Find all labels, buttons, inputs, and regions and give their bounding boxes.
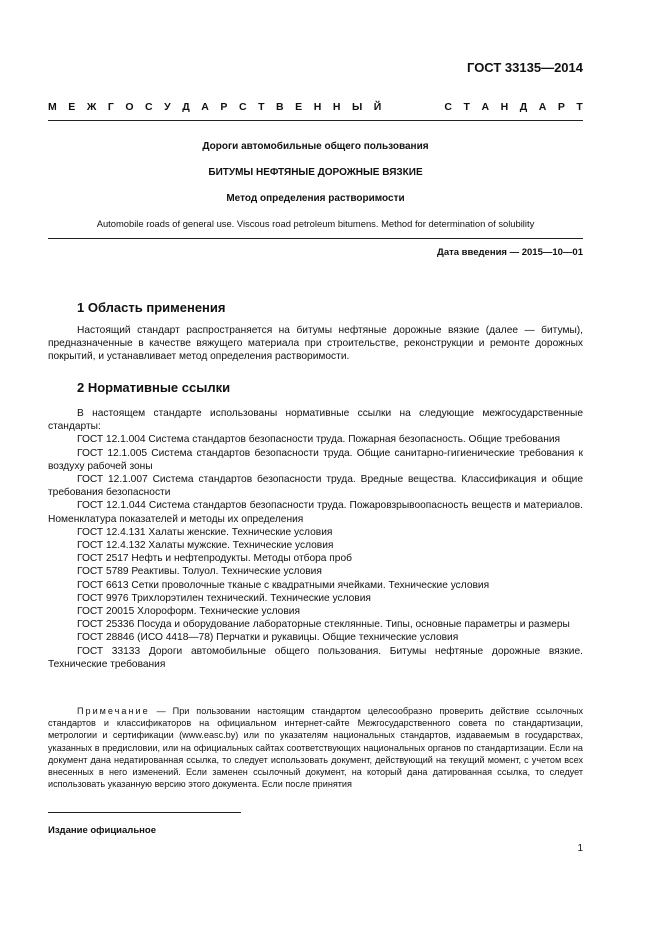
banner-letter: Т bbox=[576, 101, 583, 113]
references-intro: В настоящем стандарте использованы нормативные ссылки на следующие межгосударственные стандарты: bbox=[48, 408, 583, 433]
banner-letter: Г bbox=[107, 101, 114, 113]
banner-letter: Е bbox=[295, 101, 303, 113]
reference-item: ГОСТ 5789 Реактивы. Толуол. Технические условия bbox=[77, 566, 322, 578]
reference-item: ГОСТ 9976 Трихлорэтилен технический. Технические условия bbox=[77, 592, 371, 604]
banner-letter: В bbox=[276, 101, 284, 113]
section-1-text: Настоящий стандарт распространяется на битумы нефтяные дорожные вязкие (далее — битумы), предназначенные в качестве вяжущего материала при строительстве, реконструкции и ремонте дорожных покрытий, и устанавливает метод определения растворимости. bbox=[48, 325, 583, 363]
banner-letter: Й bbox=[373, 101, 382, 113]
reference-item: ГОСТ 28846 (ИСО 4418—78) Перчатки и рукавицы. Общие технические условия bbox=[77, 632, 459, 644]
banner-letter: Н bbox=[332, 101, 341, 113]
banner-letter: О bbox=[125, 101, 134, 113]
reference-item: ГОСТ 12.4.132 Халаты мужские. Технические условия bbox=[77, 540, 334, 552]
edition-label: Издание официальное bbox=[48, 825, 156, 836]
reference-item: ГОСТ 12.1.005 Система стандартов безопасности труда. Общие санитарно-гигиенические требования к воздуху рабочей зоны bbox=[48, 447, 583, 472]
banner-letter: С bbox=[145, 101, 153, 113]
note-paragraph bbox=[48, 705, 583, 790]
introduction-date: Дата введения — 2015—10—01 bbox=[437, 247, 583, 258]
page-number: 1 bbox=[577, 843, 583, 854]
english-title: Automobile roads of general use. Viscous road petroleum bitumens. Method for determination of solubility bbox=[96, 218, 535, 229]
banner-letter: Р bbox=[220, 101, 228, 113]
reference-item: ГОСТ 33133 Дороги автомобильные общего пользования. Битумы нефтяные дорожные вязкие. Технические требования bbox=[48, 645, 583, 670]
banner-letter: Д bbox=[519, 101, 528, 113]
reference-item: ГОСТ 25336 Посуда и оборудование лабораторные стеклянные. Типы, основные параметры и размеры bbox=[77, 619, 570, 631]
banner-gap bbox=[393, 101, 433, 113]
note-text: — При пользовании настоящим стандартом целесообразно проверить действие ссылочных стандартов и классификаторов на официальном интернет-сайте Межгосударственного совета по стандартизации, метрологии и сертификации (www.easc.by) или по указателям национальных стандартов, издаваемым в государствах, указанных в предисловии, или на официальных сайтах соответствующих национальных органов по стандартизации. Если на документ дана недатированная ссылка, то следует использовать документ, действующий на текущий момент, с учетом всех внесенных в него изменений. Если заменен ссылочный документ, на который дана датированная ссылка, то следует использовать указанную версию этого документа. Если после принятия bbox=[48, 706, 583, 790]
reference-item: ГОСТ 12.1.007 Система стандартов безопасности труда. Вредные вещества. Классификация и общие требования безопасности bbox=[48, 474, 583, 499]
banner-letter: Т bbox=[258, 101, 265, 113]
banner-letter: С bbox=[444, 101, 452, 113]
reference-item: ГОСТ 2517 Нефть и нефтепродукты. Методы отбора проб bbox=[77, 553, 352, 565]
banner-letter: А bbox=[481, 101, 490, 113]
banner-letter: У bbox=[164, 101, 171, 113]
reference-list bbox=[48, 433, 583, 671]
section-2-heading: 2 Нормативные ссылки bbox=[77, 380, 231, 395]
banner-letter: Н bbox=[313, 101, 322, 113]
title-line-1: Дороги автомобильные общего пользования bbox=[202, 141, 429, 152]
banner-letter: Д bbox=[182, 101, 190, 113]
title-line-2: БИТУМЫ НЕФТЯНЫЕ ДОРОЖНЫЕ ВЯЗКИЕ bbox=[208, 167, 423, 178]
banner-letter: Ы bbox=[351, 101, 363, 113]
banner-letter: Р bbox=[557, 101, 565, 113]
section-1-heading: 1 Область применения bbox=[77, 300, 226, 315]
banner-letter: С bbox=[238, 101, 247, 113]
banner-letter: М bbox=[48, 101, 57, 113]
reference-item: ГОСТ 20015 Хлороформ. Технические условия bbox=[77, 606, 300, 618]
reference-item: ГОСТ 12.4.131 Халаты женские. Технические условия bbox=[77, 526, 333, 538]
reference-item: ГОСТ 12.1.044 Система стандартов безопасности труда. Пожаровзрывоопасность веществ и материалов. Номенклатура показателей и методы их определения bbox=[48, 500, 583, 525]
header-rule bbox=[48, 120, 583, 121]
banner-letter: А bbox=[538, 101, 547, 113]
footer-rule bbox=[48, 812, 241, 813]
gost-number: ГОСТ 33135—2014 bbox=[467, 60, 583, 75]
banner-letter: Т bbox=[463, 101, 470, 113]
banner-letter: Н bbox=[500, 101, 509, 113]
banner-letter: А bbox=[201, 101, 209, 113]
interstate-standard-banner bbox=[48, 101, 583, 113]
title-rule bbox=[48, 238, 583, 239]
banner-letter: Е bbox=[68, 101, 76, 113]
note-label: Примечание bbox=[77, 706, 150, 716]
normative-references bbox=[48, 407, 583, 671]
title-line-3: Метод определения растворимости bbox=[226, 193, 405, 204]
reference-item: ГОСТ 12.1.004 Система стандартов безопасности труда. Пожарная безопасность. Общие требования bbox=[77, 434, 561, 446]
reference-item: ГОСТ 6613 Сетки проволочные тканые с квадратными ячейками. Технические условия bbox=[77, 579, 490, 591]
banner-letter: Ж bbox=[86, 101, 97, 113]
